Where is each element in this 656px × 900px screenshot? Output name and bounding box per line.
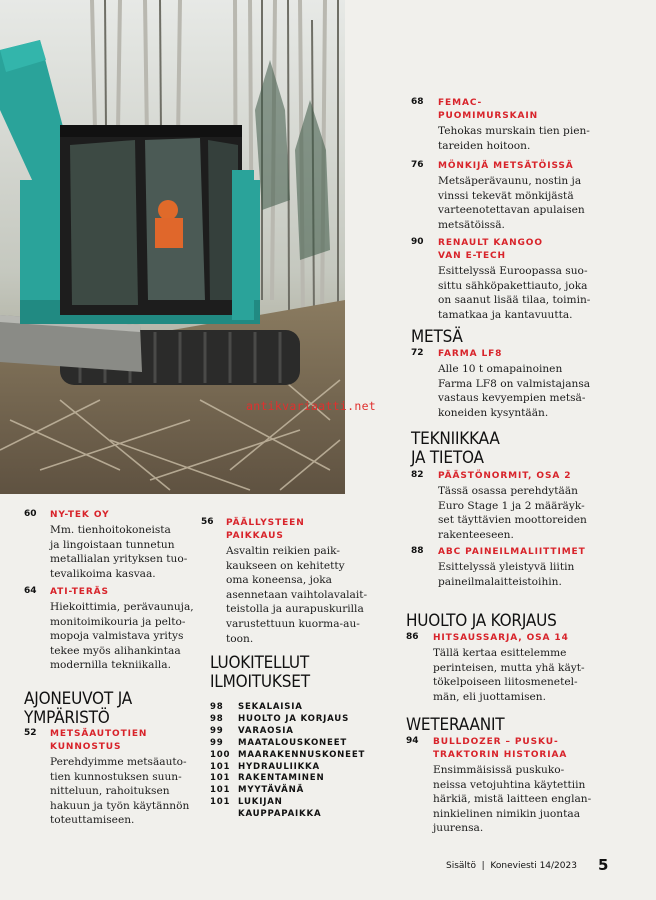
entry-description: Hiekoittimia, perävaunuja, monitoimikouria ja pelto- mopoja valmistava yritys tekee myös alihankintaa modernilla tekniikalla. (50, 601, 194, 672)
page-number: 76 (411, 160, 424, 170)
classified-label: MAARAKENNUSKONEET (238, 749, 366, 760)
entry-description: Metsäperävaunu, nostin ja vinssi tekevät mönkijästä varteenotettavan apulaisen metsätöissä. (438, 175, 585, 231)
toc-entry-hitsaussarja[interactable] (406, 632, 626, 704)
entry-title: HITSAUSSARJA, OSA 14 (433, 633, 569, 643)
section-heading-metsa: METSÄ (411, 327, 463, 347)
classified-label: MAATALOUSKONEET (238, 737, 348, 748)
toc-entry-monkija[interactable] (411, 160, 626, 232)
page-number: 52 (24, 728, 37, 738)
page-number: 72 (411, 348, 424, 358)
entry-description: Esittelyssä yleistyvä liitin paineilmalaitteistoihin. (438, 561, 575, 588)
entry-title: ATI-TERÄS (50, 587, 109, 597)
section-heading-huolto: HUOLTO JA KORJAUS (406, 611, 557, 631)
classified-label: LUKIJAN KAUPPAPAIKKA (238, 797, 322, 820)
page-number: 68 (411, 97, 424, 107)
page-number-footer: 5 (598, 856, 609, 874)
classified-label: MYYTÄVÄNÄ (238, 785, 305, 796)
classified-label: SEKALAISIA (238, 702, 303, 712)
entry-title: METSÄAUTOTIEN KUNNOSTUS (50, 729, 148, 752)
entry-title: FARMA LF8 (438, 349, 503, 359)
entry-description: Tehokas murskain tien pien- tareiden hoitoon. (438, 125, 590, 152)
toc-entry-nytek[interactable] (24, 509, 194, 581)
entry-title: NY-TEK OY (50, 510, 110, 520)
toc-entry-metsaautotien[interactable] (24, 728, 194, 828)
classified-item[interactable] (210, 738, 410, 750)
page-number: 56 (201, 517, 214, 527)
entry-title: MÖNKIJÄ METSÄTÖISSÄ (438, 161, 574, 171)
page-number: 88 (411, 546, 424, 556)
classifieds-list (210, 702, 410, 821)
classified-item[interactable] (210, 750, 410, 762)
page-number: 64 (24, 586, 37, 596)
page-number: 90 (411, 237, 424, 247)
classified-label: VARAOSIA (238, 725, 294, 736)
toc-entry-farma[interactable] (411, 348, 626, 420)
page-number: 94 (406, 736, 419, 746)
entry-description: Esittelyssä Euroopassa suo- sittu sähköpakettiauto, joka on saanut lisää tilaa, toimin- tamatkaa ja kantavuutta. (438, 265, 591, 321)
toc-entry-bulldozer[interactable] (406, 736, 626, 836)
entry-description: Perehdyimme metsäauto- tien kunnostuksen suun- nitteluun, rahoituksen hakuun ja työn käytännön toteuttamiseen. (50, 756, 190, 827)
entry-description: Tällä kertaa esittelemme perinteisen, mutta yhä käyt- tökelpoiseen liitosmenetel- män, eli juottamisen. (433, 647, 585, 703)
classified-item[interactable] (210, 726, 410, 738)
toc-entry-ati-teras[interactable] (24, 586, 194, 673)
classified-label: RAKENTAMINEN (238, 773, 325, 784)
classified-label: HUOLTO JA KORJAUS (238, 713, 350, 724)
page-number: 99 (210, 725, 224, 736)
classified-item[interactable] (210, 714, 410, 726)
toc-entry-paastonormit[interactable] (411, 470, 626, 542)
classified-item[interactable] (210, 762, 410, 774)
classified-item[interactable] (210, 785, 410, 797)
page-number: 99 (210, 737, 224, 748)
entry-title: FEMAC- PUOMIMURSKAIN (438, 98, 539, 121)
cover-photo-excavator (0, 0, 345, 494)
entry-title: PÄÄSTÖNORMIT, OSA 2 (438, 471, 572, 481)
page-number: 100 (210, 749, 231, 760)
entry-description: Mm. tienhoitokoneista ja lingoistaan tunnetun metallialan yrityksen tuo- tevalikoima kasvaa. (50, 524, 188, 580)
entry-title: RENAULT KANGOO VAN E-TECH (438, 238, 543, 261)
entry-title: BULLDOZER – PUSKU- TRAKTORIN HISTORIAA (433, 737, 568, 760)
toc-entry-paallysteen[interactable] (201, 517, 381, 646)
entry-description: Tässä osassa perehdytään Euro Stage 1 ja 2 määräyk- set täyttävien moottoreiden rakenteeseen. (438, 485, 587, 541)
page-number: 82 (411, 470, 424, 480)
classified-label: HYDRAULIIKKA (238, 761, 320, 772)
entry-description: Ensimmäisissä puskuko- neissa vetojuhtina käytettiin härkiä, mistä laitteen englan- ninkielinen nimikin juontaa juurensa. (433, 764, 592, 835)
entry-title: PÄÄLLYSTEEN PAIKKAUS (226, 518, 305, 541)
entry-description: Alle 10 t omapainoinen Farma LF8 on valmistajansa vastaus kevyempien metsä- koneiden kysyntään. (438, 363, 591, 419)
page-number: 101 (210, 785, 231, 796)
toc-entry-renault[interactable] (411, 237, 626, 322)
section-heading-luokitellut: LUOKITELLUT ILMOITUKSET (210, 653, 310, 692)
page-number: 60 (24, 509, 37, 519)
section-heading-weteraanit: WETERAANIT (406, 715, 505, 735)
classified-item[interactable] (210, 702, 410, 714)
entry-description: Asvaltin reikien paik- kaukseen on kehitetty oma koneensa, joka asennetaan vaihtolavalait- teistolla ja aurapuskurilla varustettuun kuorma-au- toon. (226, 545, 368, 645)
page-number: 101 (210, 761, 231, 772)
watermark-text: antikvariaatti.net (246, 399, 377, 413)
entry-title: ABC PAINEILMALIITTIMET (438, 547, 586, 557)
classified-item[interactable] (210, 773, 410, 785)
page-number: 98 (210, 702, 224, 712)
classified-item[interactable] (210, 797, 410, 821)
footer-text: Sisältö | Koneviesti 14/2023 (446, 861, 577, 871)
toc-entry-abc[interactable] (411, 546, 626, 589)
toc-entry-femac[interactable] (411, 97, 626, 153)
section-heading-ajoneuvot: AJONEUVOT JA YMPÄRISTÖ (24, 689, 132, 728)
page-number: 101 (210, 797, 231, 808)
page-number: 98 (210, 713, 224, 724)
section-heading-tekniikkaa: TEKNIIKKAA JA TIETOA (411, 429, 500, 468)
page-number: 101 (210, 773, 231, 784)
page-number: 86 (406, 632, 419, 642)
